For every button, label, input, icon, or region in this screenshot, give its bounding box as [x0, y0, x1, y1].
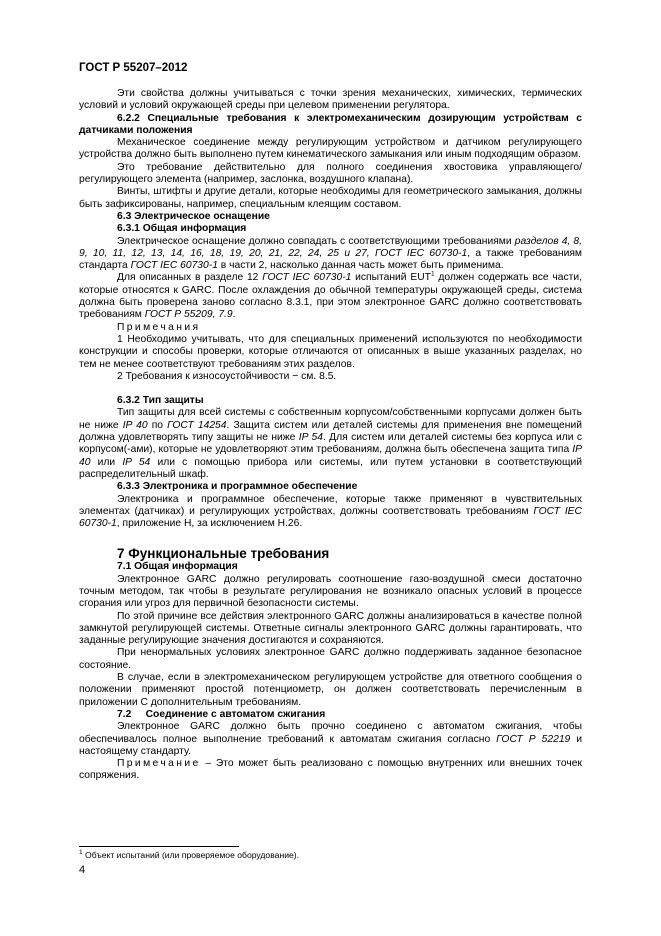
- footnote-ref: 1: [430, 271, 435, 279]
- paragraph-633: Электроника и программное обеспечение, которые также применяют в чувствительных элементах (датчиках) и регулирующих устройствах, должны соответствовать требованиям ГОСТ IEC 60730-1, приложение H, за исключением H.26.: [79, 493, 582, 530]
- heading-6-2-2: 6.2.2 Специальные требования к электромеханическим дозирующим устройствам с датчиками положения: [79, 112, 582, 136]
- footnote: $^1$ Объект испытаний (или проверяемое оборудование).: [79, 849, 300, 860]
- paragraph-621-conditions: Эти свойства должны учитываться с точки зрения механических, химических, термических условий и условий окружающей среды при целевом применении регулятора.: [79, 88, 582, 112]
- standard-header: ГОСТ Р 55207–2012: [79, 62, 188, 74]
- paragraph-71-1: Электронное GARC должно регулировать соотношение газо-воздушной смеси достаточно точным методом, так чтобы в результате регулирования не возникало опасных условий в процессе сгорания или угроз для первичной безопасности системы.: [79, 573, 582, 610]
- paragraph-622-3: Винты, штифты и другие детали, которые необходимы для геометрического замыкания, должны быть зафиксированы, например, специальным клеящим составом.: [79, 186, 582, 210]
- paragraph-632: Тип защиты для всей системы с собственным корпусом/собственными корпусами должен быть не ниже IP 40 по ГОСТ 14254. Защита систем или деталей системы для применения вне помещений должна удовлетворять типу защиты не ниже IP 54. Для систем или деталей системы без корпуса или с корпусом(-ами), которые не удовлетворяют этим требованиям, должна быть обеспечена защита типа IP 40 или IP 54 или с помощью прибора или системы, или путем установки в соответствующий распределительный шкаф.: [79, 407, 583, 480]
- note-2: 2 Требования к износоустойчивости − см. 8.5.: [117, 370, 337, 382]
- heading-7: 7 Функциональные требования: [117, 546, 330, 562]
- paragraph-622-2: Это требование действительно для полного соединения хвостовика управляющего/регулирующего элемента (например, заслонка, воздушного клапана).: [79, 161, 582, 186]
- paragraph-71-2: По этой причине все действия электронного GARC должны анализироваться в качестве полной замкнутой регулирующей системы. Ответные сигналы электронного GARC должны гарантировать, что заданные регулирующие значения достигаются и сохраняются.: [79, 610, 582, 647]
- heading-6-3: 6.3 Электрическое оснащение: [117, 210, 270, 222]
- note-1: 1 Необходимо учитывать, что для специальных применений используются по необходимости конструкции и способы проверки, которые отличаются от описанных в выше указанных разделах, но тем не менее соответствуют требованиям этих разделов.: [79, 333, 582, 370]
- paragraph-631-2: Для описанных в разделе 12 ГОСТ IEC 60730-1 испытаний EUT$^1$ должен содержать все части, которые относятся к GARC. После охлаждения до обычной температуры окружающей среды, система должна быть проверена заново согласно 8.3.1, при этом электронное GARC должно соответствовать требованиям ГОСТ Р 55209, 7.9.: [79, 271, 582, 321]
- heading-7-1: 7.1 Общая информация: [117, 561, 238, 573]
- notes-label: Примечания: [117, 321, 201, 333]
- heading-7-2: 7.2 Соединение с автоматом сжигания: [117, 708, 326, 720]
- paragraph-631-1: Электрическое оснащение должно совпадать с соответствующими требованиями разделов 4, 8, 9, 10, 11, 12, 13, 14, 16, 18, 19, 20, 21, 22, 24, 25 и 27, ГОСТ IEC 60730-1, а также требованиям стандарта ГОСТ IEC 60730-1 в части 2, насколько данная часть может быть применима.: [79, 235, 583, 272]
- paragraph-622-1: Механическое соединение между регулирующим устройством и датчиком регулирующего устройства должно быть выполнено путем кинематического замыкания или иным подходящим образом.: [79, 137, 582, 161]
- heading-6-3-3: 6.3.3 Электроника и программное обеспечение: [117, 481, 358, 493]
- page-number: 4: [79, 864, 86, 876]
- heading-6-3-2: 6.3.2 Тип защиты: [117, 395, 204, 407]
- paragraph-71-4: В случае, если в электромеханическом регулирующем устройстве для ответного сообщения о положении применяют простой потенциометр, он должен соответствовать перечисленным в приложении С дополнительным требованиям.: [79, 672, 582, 708]
- paragraph-71-3: При ненормальных условиях электронное GARC должно поддерживать заданное безопасное состояние.: [79, 647, 582, 671]
- heading-6-3-1: 6.3.1 Общая информация: [117, 223, 247, 235]
- document-body: [79, 88, 582, 783]
- note-7-2: Примечание – Это может быть реализовано с помощью внутренних или внешних точек сопряжения.: [79, 758, 582, 782]
- footnote-divider: [79, 846, 239, 847]
- paragraph-72: Электронное GARC должно быть прочно соединено с автоматом сжигания, чтобы обеспечивалось полное выполнение требований к автоматам сжигания согласно ГОСТ Р 52219 и настоящему стандарту.: [79, 721, 583, 757]
